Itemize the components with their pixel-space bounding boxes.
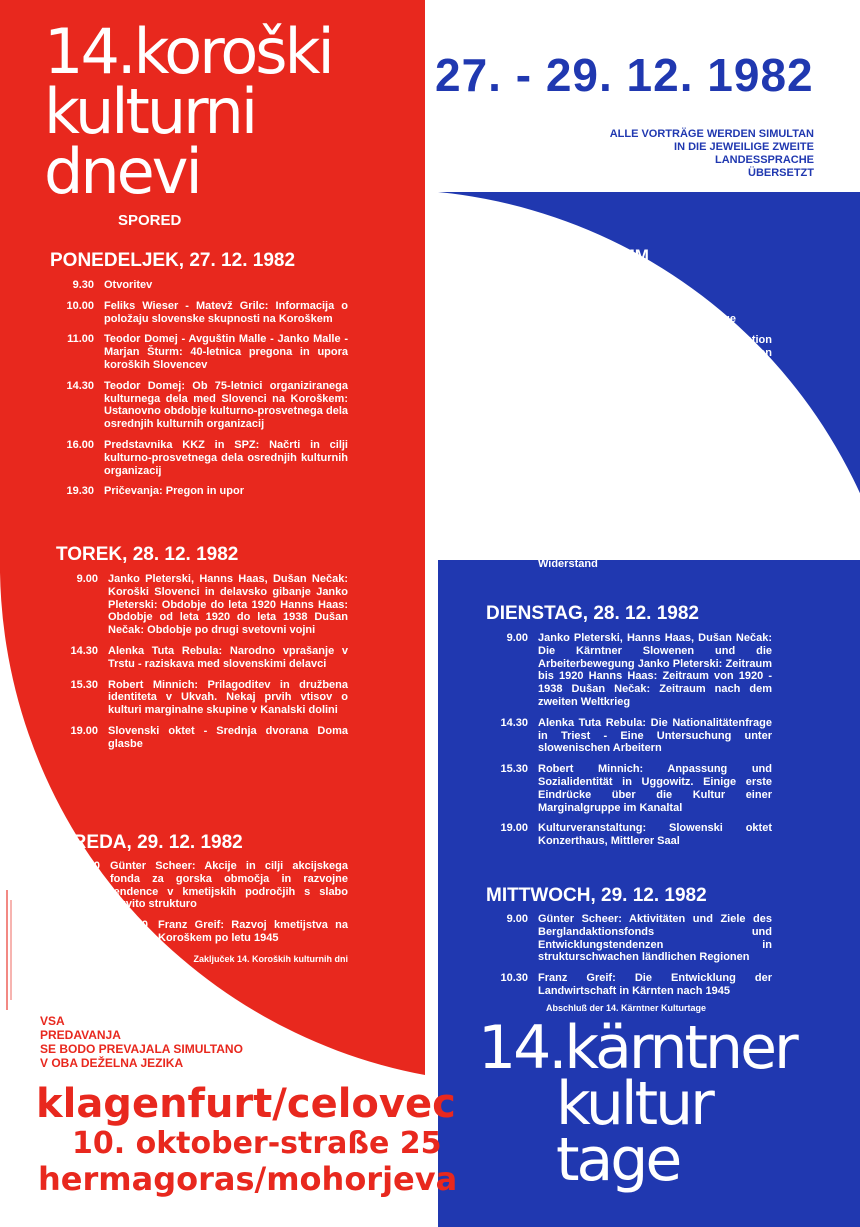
event-text: Teodor Domej - Avguštin Malle - Janko Malle - Marjan Šturm: Vertreibung und Widerstand der Kärntner Slowenen in der Zeit des Dritten Reiches <box>538 380 772 431</box>
slovene-title-line-3: dnevi <box>44 135 200 208</box>
event-text: Franz Greif: Razvoj kmetijstva na Koroškem po letu 1945 <box>158 919 348 944</box>
german-translation-note <box>480 128 814 180</box>
event-time: 11.00 <box>501 380 528 393</box>
german-title-line-2: kultur <box>556 1069 712 1139</box>
german-day-monday-title: MONTAG, 27. 12. 1982 <box>486 284 686 305</box>
event-row <box>494 334 772 372</box>
event-time: 10.30 <box>120 919 148 932</box>
german-day-monday-events <box>494 313 772 579</box>
event-time: 9.00 <box>506 913 528 925</box>
german-event-title <box>478 1013 838 1195</box>
event-row <box>494 913 772 964</box>
slovene-day-tuesday-events <box>64 573 348 759</box>
german-day-wednesday-title: MITTWOCH, 29. 12. 1982 <box>486 885 707 906</box>
translation-note-line-2: IN DIE JEWEILIGE ZWEITE <box>674 141 814 153</box>
event-text: Feliks Wieser - Matevž Grilc: Informacija o položaju slovenske skupnosti na Koroškem <box>104 299 348 325</box>
slovene-title-line-1: 14.koroški <box>44 15 332 88</box>
event-row <box>64 725 348 751</box>
event-time: 10.00 <box>66 299 94 312</box>
event-time: 19.00 <box>70 724 98 737</box>
simultaneous-note-line-2: PREDAVANJA <box>40 1028 121 1042</box>
event-time: 11.00 <box>67 333 94 346</box>
event-time: 9.00 <box>506 632 528 644</box>
event-row <box>66 919 348 945</box>
event-row <box>494 439 772 490</box>
event-row <box>66 860 348 911</box>
event-time: 9.00 <box>78 860 100 872</box>
event-time: 16.00 <box>66 438 94 451</box>
event-text: Vertreter von SPZ und KKZ: Pläne und Ziele der kulturbildnerischen Arbeit der zentralen Kulturorganisationen <box>538 498 772 537</box>
german-title-line-1: 14.kärntner <box>478 1013 796 1083</box>
event-row <box>64 679 348 717</box>
slovene-event-title <box>44 15 424 208</box>
event-row <box>494 380 772 431</box>
event-row <box>494 499 772 537</box>
event-row <box>494 972 772 998</box>
event-time: 15.30 <box>70 678 98 691</box>
event-text: Erlebnisberichte: Vertreibung und Widerstand <box>538 544 772 570</box>
event-time: 10.30 <box>500 972 528 985</box>
simultaneous-note-line-1: VSA <box>40 1014 65 1028</box>
slovene-day-tuesday-title: TOREK, 28. 12. 1982 <box>56 544 239 565</box>
venue-street: 10. oktober-straße 25 <box>72 1126 442 1161</box>
german-day-tuesday-events <box>494 632 772 856</box>
venue-publisher: hermagoras/mohorjeva <box>38 1160 458 1198</box>
event-time: 14.30 <box>500 716 528 729</box>
event-text: Günter Scheer: Akcije in cilji akcijskega fonda za gorska območja in razvojne tendence v kmetijskih področjih s slabo razvito strukturo <box>110 860 348 911</box>
event-row <box>494 545 772 571</box>
event-time: 19.30 <box>500 544 528 557</box>
slovene-day-monday-events <box>60 279 348 506</box>
german-closing-note: Abschluß der 14. Kärntner Kulturtage <box>546 1002 707 1013</box>
event-text: Teodor Domej: 75 Jahre zentrale slowenische Kulturorganisationen - Die Gründungsphase der kulturbildnerischen Arbeit bei den Kärntner Slowenen <box>538 439 772 490</box>
event-row <box>494 632 772 709</box>
event-date-range: 27. - 29. 12. 1982 <box>435 49 814 101</box>
event-time: 9.30 <box>506 313 528 325</box>
event-text: Teodor Domej - Avguštin Malle - Janko Malle - Marjan Šturm: 40-letnica pregona in upora koroških Slovencev <box>104 333 348 371</box>
event-row <box>60 439 348 477</box>
event-row <box>60 380 348 431</box>
event-text: Janko Pleterski, Hanns Haas, Dušan Nečak: Die Kärntner Slowenen und die Arbeiterbewegung Janko Pleterski: Zeitraum bis 1920 Hanns Haas: Zeitraum von 1920 - 1938 Dušan Nečak: Zeitraum nach dem zweiten Weltkrieg <box>538 632 772 708</box>
simultaneous-note-line-4: V OBA DEŽELNA JEZIKA <box>40 1056 184 1070</box>
event-time: 19.00 <box>500 822 528 835</box>
event-text: Franz Greif: Die Entwicklung der Landwirtschaft in Kärnten nach 1945 <box>538 972 772 997</box>
slovene-day-wednesday-title: SREDA, 29. 12. 1982 <box>60 832 243 853</box>
event-text: Predstavnika KKZ in SPZ: Načrti in cilji kulturno-prosvetnega dela osrednjih kulturnih organizacij <box>104 438 348 477</box>
german-day-tuesday-title: DIENSTAG, 28. 12. 1982 <box>486 603 699 624</box>
translation-note-line-3: LANDESSPRACHE <box>714 154 814 166</box>
slovene-closing-note: Zaključek 14. Koroških kulturnih dni <box>193 953 348 964</box>
event-time: 9.00 <box>76 573 98 585</box>
event-text: Alenka Tuta Rebula: Die Nationalitätenfrage in Triest - Eine Untersuchung unter slowenischen Arbeitern <box>538 716 772 755</box>
event-row <box>64 645 348 671</box>
event-time: 14.30 <box>500 439 528 452</box>
event-text: Eröffnung der 14. Kärntner Kulturtage <box>538 313 737 325</box>
fineprint-decoration <box>4 890 14 1010</box>
event-time: 10.00 <box>500 333 528 346</box>
event-row <box>60 485 348 498</box>
slovene-title-line-2: kulturni <box>44 75 256 148</box>
event-row <box>494 313 772 326</box>
event-row <box>60 333 348 371</box>
event-time: 19.30 <box>66 485 94 498</box>
event-row <box>64 573 348 637</box>
venue-city: klagenfurt/celovec <box>36 1081 456 1127</box>
event-row <box>494 763 772 814</box>
translation-note-line-1: ALLE VORTRÄGE WERDEN SIMULTAN <box>609 128 814 140</box>
event-time: 14.30 <box>70 644 98 657</box>
event-text: Günter Scheer: Aktivitäten und Ziele des Berglandaktionsfonds und Entwicklungstendenzen in strukturschwachen ländlichen Regionen <box>538 913 772 964</box>
event-text: Robert Minnich: Anpassung und Sozialidentität in Uggowitz. Einige erste Eindrücke über die Kultur einer Marginalgruppe im Kanaltal <box>538 763 772 814</box>
event-row <box>494 717 772 755</box>
slovene-day-monday-title: PONEDELJEK, 27. 12. 1982 <box>50 250 296 271</box>
german-day-wednesday-events <box>494 913 772 1015</box>
slovene-day-wednesday-events <box>66 860 348 966</box>
fineprint-strip <box>4 890 14 1010</box>
translation-note-line-4: ÜBERSETZT <box>748 167 814 179</box>
event-row <box>60 300 348 326</box>
slovene-simultaneous-note <box>40 1014 320 1070</box>
spored-heading: SPORED <box>118 212 182 229</box>
event-time: 16.00 <box>500 498 528 511</box>
event-text: Robert Minnich: Prilagoditev in družbena identiteta v Ukvah. Nekaj prvih vtisov o kulturi marginalne skupine v Kanalski dolini <box>108 678 348 717</box>
event-text: Teodor Domej: Ob 75-letnici organiziranega kulturnega dela med Slovenci na Koroškem: Ustanovno obdobje kulturno-prosvetnega dela osrednjih kulturnih organizacij <box>104 379 348 431</box>
german-title-line-3: tage <box>556 1125 680 1195</box>
programm-heading: PROGRAMM <box>546 246 649 265</box>
event-time: 15.30 <box>500 763 528 776</box>
event-row <box>494 822 772 848</box>
event-text: Kulturveranstaltung: Slowenski oktet Konzerthaus, Mittlerer Saal <box>538 822 772 848</box>
event-time: 14.30 <box>66 379 94 392</box>
event-text: Pričevanja: Pregon in upor <box>104 485 244 498</box>
event-text: Janko Pleterski, Hanns Haas, Dušan Nečak: Koroški Slovenci in delavsko gibanje Janko Pleterski: Obdobje do leta 1920 Hanns Haas: Obdobje od leta 1920 do leta 1938 Dušan Nečak: Obdobje po drugi svetovni vojni <box>108 573 348 637</box>
event-text: Alenka Tuta Rebula: Narodno vprašanje v Trstu - raziskava med slovenskimi delavci <box>108 644 348 670</box>
event-time: 9.30 <box>72 279 94 291</box>
event-text: Otvoritev <box>104 279 153 291</box>
event-row <box>60 279 348 292</box>
event-text: Feliks Wieser - Matevž Grilc: Information über die Lage der slowenischen Volksgruppe in Kärnten <box>538 333 772 372</box>
event-text: Slovenski oktet - Srednja dvorana Doma glasbe <box>108 724 348 750</box>
simultaneous-note-line-3: SE BODO PREVAJALA SIMULTANO <box>40 1042 243 1056</box>
